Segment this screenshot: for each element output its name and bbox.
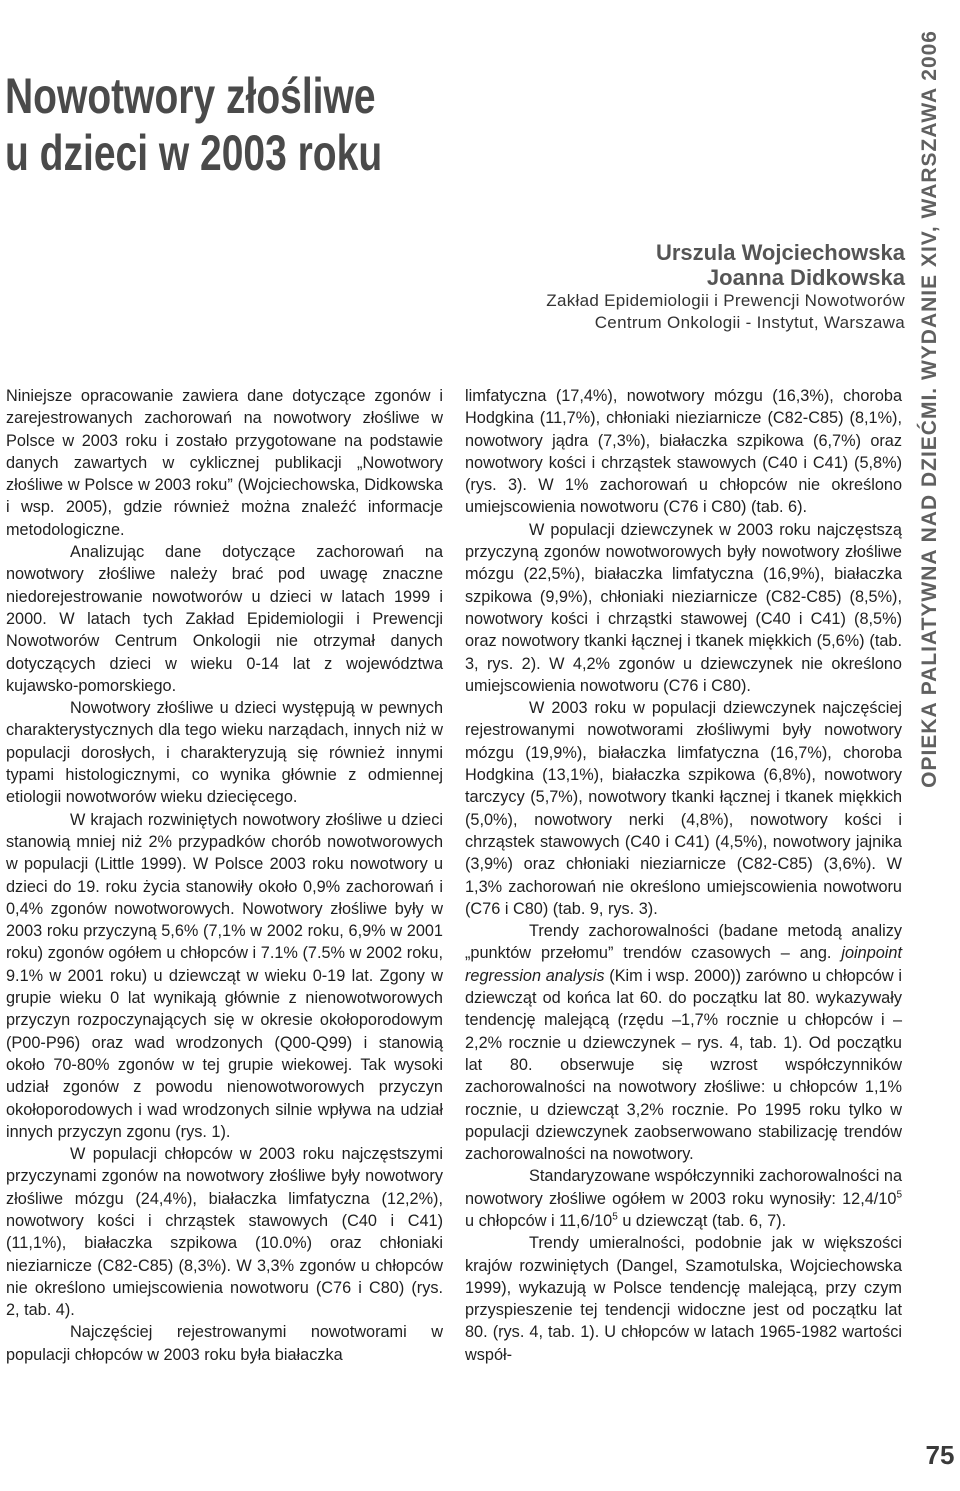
author-block <box>385 240 905 334</box>
paragraph: W krajach rozwiniętych nowotwory złośliwe u dzieci stanowią mniej niż 2% przypadków chorób nowotworowych w populacji (Little 1999). W Polsce 2003 roku nowotwory u dzieci do 19. roku życia stanowiły około 0,9% zachorowań i 0,4% zgonów nowotworowych. Nowotwory złośliwe były w 2003 roku przyczyną 5,6% (7,1% w 2002 roku, 6,9% w 2001 roku) zgonów ogółem u chłopców i 7.1% (7.5% w 2002 roku, 9.1% w 2001 roku) u dziewcząt w wieku 0-19 lat. Zgony w grupie wieku 0 lat wynikają głównie z nienowotworowych przyczyn rozpoczynających się w okresie okołoporodowym (P00-P96) oraz wad wrodzonych (Q00-Q99) i stanowią około 70-80% zgonów w tej grupie wiekowej. Tak wysoki udział zgonów z powodu nienowotworowych przyczyn okołoporodowych i wad wrodzonych silnie wpływa na udział innych przyczyn zgonu (rys. 1). <box>6 810 443 1141</box>
title-line-1: Nowotwory złośliwe <box>5 68 376 124</box>
right-column <box>465 385 902 1366</box>
affiliation-line: Centrum Onkologii - Instytut, Warszawa <box>594 313 905 332</box>
superscript: 5 <box>896 1189 902 1201</box>
left-column <box>6 385 443 1366</box>
italic-term: joinpoint regression analysis <box>465 944 902 985</box>
text-run: Standaryzowane współczynniki zachorowalności na nowotwory złośliwe ogółem w 2003 roku wynosiły: 12,4/10 <box>465 1167 902 1208</box>
paragraph <box>465 920 902 1165</box>
title-line-2: u dzieci w 2003 roku <box>5 125 383 181</box>
paragraph: W populacji chłopców w 2003 roku najczęstszymi przyczynami zgonów na nowotwory złośliwe były nowotwory złośliwe mózgu (24,4%), białaczka limfatyczna (12,2%), nowotwory kości i chrząstek stawowych (C40 i C41) (11,1%), białaczka szpikowa (10.0%) oraz chłoniaki nieziarnicze (C82-C85) (8,3%). W 3,3% zgonów u chłopców nie określono umiejscowienia nowotworu (C76 i C80) (rys. 2, tab. 4). <box>6 1145 443 1320</box>
paragraph: Nowotwory złośliwe u dzieci występują w pewnych charakterystycznych dla tego wieku narządach, innych niż w populacji dorosłych, i charakteryzują się również innymi typami histologicznymi, co wynika głównie z odmiennej etiologii nowotworów wieku dziecięcego. <box>6 699 443 807</box>
text-run: u dziewcząt (tab. 6, 7). <box>617 1211 787 1230</box>
running-header-text: OPIEKA PALIATYWNA NAD DZIEĆMI. WYDANIE XIV, WARSZAWA 2006 <box>918 30 941 788</box>
author-name: Urszula Wojciechowska <box>655 240 905 265</box>
paragraph: Trendy umieralności, podobnie jak w większości krajów rozwiniętych (Dangel, Szamotulska, Wojciechowska 1999), wykazują w Polsce tendencję malejącą, przy czym przyspieszenie tej tendencji widoczne jest od początku lat 80. (rys. 4, tab. 1). U chłopców w latach 1965-1982 wartości współ- <box>465 1234 902 1364</box>
text-run: (Kim i wsp. 2000)) zarówno u chłopców i dziewcząt od końca lat 60. do początku lat 80. wykazywały tendencję malejącą (rzędu –1,7% rocznie u chłopców i –2,2% rocznie u dziewczynek – rys. 4, tab. 1). Od początku lat 80. obserwuje się wzrost współczynników zachorowalności na nowotwory złośliwe: u chłopców 1,1% rocznie, u dziewcząt 3,2% rocznie. Po 1995 roku tylko w populacji dziewczynek zaobserwowano stabilizację trendów zachorowalności na nowotwory. <box>465 966 902 1164</box>
paragraph: W populacji dziewczynek w 2003 roku najczęstszą przyczyną zgonów nowotworowych były nowotwory złośliwe mózgu (22,5%), białaczka limfatyczna (16,9%), białaczka szpikowa (9,9%), chłoniaki nieziarnicze (C82-C85) (8,5%), nowotwory kości i chrząstki stawowej (C40 i C41) (8,5%) oraz nowotwory tkanki łącznej i tkanek miękkich (5,6%) (tab. 3, rys. 2). W 4,2% zgonów u dziewczynek nie określono umiejscowienia nowotworu (C76 i C80). <box>465 520 902 695</box>
affiliation-line: Zakład Epidemiologii i Prewencji Nowotworów <box>546 291 905 310</box>
paragraph: limfatyczna (17,4%), nowotwory mózgu (16,3%), choroba Hodgkina (11,7%), chłoniaki nieziarnicze (C82-C85) (8,1%), nowotwory jądra (7,3%), białaczka szpikowa (6,7%) oraz nowotwory kości i chrząstek stawowych (C40 i C41) (5,8%) (rys. 3). W 1% zachorowań u chłopców nie określono umiejscowienia nowotworu (C76 i C80) (tab. 6). <box>465 387 902 517</box>
paragraph <box>465 1165 902 1232</box>
paragraph: Analizując dane dotyczące zachorowań na nowotwory złośliwe należy brać pod uwagę znaczne niedorejestrowanie nowotworów u dzieci w latach 1999 i 2000. W latach tych Zakład Epidemiologii i Prewencji Nowotworów Centrum Onkologii nie otrzymał danych dotyczących dzieci w wieku 0-14 lat z województwa kujawsko-pomorskiego. <box>6 543 443 695</box>
paragraph: W 2003 roku w populacji dziewczynek najczęściej rejestrowanymi nowotworami złośliwymi były nowotwory mózgu (19,9%), białaczka limfatyczna (16,7%), choroba Hodgkina (13,1%), białaczka szpikowa (6,8%), nowotwory tarczycy (5,7%), nowotwory tkanki łącznej i tkanek miękkich (5,0%), nowotwory nerki (4,8%), nowotwory kości i chrząstek stawowych (C40 i C41) (4,5%), nowotwory jajnika (3,9%) oraz chłoniaki nieziarnicze (C82-C85) (3,6%). W 1,3% zachorowań nie określono umiejscowienia nowotworu (C76 i C80) (tab. 9, rys. 3). <box>465 699 902 918</box>
superscript: 5 <box>612 1211 618 1223</box>
page-number: 75 <box>925 1440 955 1470</box>
text-run: u chłopców i 11,6/10 <box>465 1211 613 1230</box>
paragraph: Niniejsze opracowanie zawiera dane dotyczące zgonów i zarejestrowanych zachorowań na nowotwory złośliwe w Polsce w 2003 roku i zostało przygotowane na podstawie danych zawartych w cyklicznej publikacji „Nowotwory złośliwe w Polsce w 2003 roku” (Wojciechowska, Didkowska i wsp. 2005), gdzie również można znaleźć informacje metodologiczne. <box>6 387 443 539</box>
page-title <box>5 68 382 182</box>
paragraph: Najczęściej rejestrowanymi nowotworami w populacji chłopców w 2003 roku była białaczka <box>6 1323 443 1364</box>
author-name: Joanna Didkowska <box>706 265 905 290</box>
running-header <box>905 30 955 860</box>
text-run: Trendy zachorowalności (badane metodą analizy „punktów przełomu” trendów czasowych – ang. <box>465 922 902 963</box>
